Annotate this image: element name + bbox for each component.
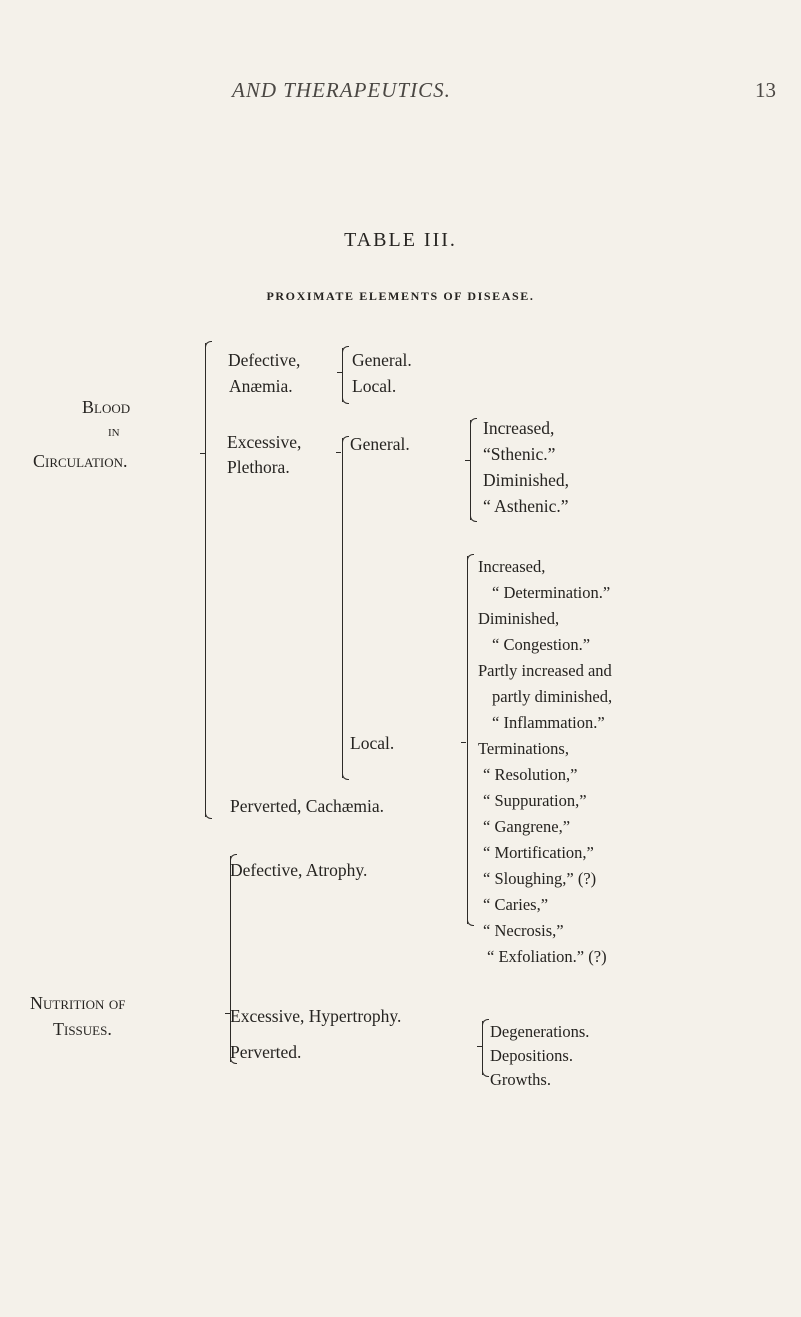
local-item: partly diminished,	[492, 687, 613, 706]
defective-brace-nub	[337, 372, 342, 373]
local-item: “ Resolution,”	[483, 765, 578, 784]
local-item: Increased,	[478, 557, 546, 576]
perverted-item-depositions: Depositions.	[490, 1046, 573, 1065]
local-item: “ Necrosis,”	[483, 921, 564, 940]
local-brace-nub	[461, 742, 466, 743]
local-item: “ Inflammation.”	[492, 713, 605, 732]
nutrition-of-label: Nutrition of	[30, 993, 126, 1013]
general-brace-nub	[465, 460, 470, 461]
perverted-label: Perverted.	[230, 1042, 302, 1062]
defective-local: Local.	[352, 376, 397, 396]
general-item-increased: Increased,	[483, 418, 555, 438]
local-item: Partly increased and	[478, 661, 612, 680]
general-brace	[470, 420, 471, 520]
blood-brace	[205, 343, 206, 817]
defective-brace	[342, 348, 343, 402]
in-label: in	[108, 424, 120, 440]
nutrition-brace	[230, 856, 231, 1062]
defective-label: Defective,	[228, 350, 301, 370]
table-title: TABLE III.	[344, 229, 457, 251]
circulation-label: Circulation.	[33, 451, 128, 471]
tissues-label: Tissues.	[53, 1019, 112, 1039]
excessive-hypertrophy: Excessive, Hypertrophy.	[230, 1006, 402, 1026]
perverted-item-growths: Growths.	[490, 1070, 551, 1089]
running-title: AND THERAPEUTICS.	[232, 78, 451, 102]
local-item: “ Caries,”	[483, 895, 549, 914]
perverted-item-degenerations: Degenerations.	[490, 1022, 590, 1041]
local-item: “ Gangrene,”	[483, 817, 571, 836]
excessive-brace	[342, 438, 343, 778]
excessive-general-label: General.	[350, 434, 410, 454]
local-item: “ Mortification,”	[483, 843, 594, 862]
defective-atrophy: Defective, Atrophy.	[230, 860, 368, 880]
local-item: “ Congestion.”	[492, 635, 591, 654]
plethora-label: Plethora.	[227, 457, 290, 477]
excessive-brace-nub	[336, 452, 341, 453]
blood-brace-nub	[200, 453, 205, 454]
perverted-cachaemia: Perverted, Cachæmia.	[230, 796, 385, 816]
local-item: Diminished,	[478, 609, 560, 628]
local-item: “ Determination.”	[492, 583, 611, 602]
local-item: Terminations,	[478, 739, 569, 758]
general-item-diminished: Diminished,	[483, 470, 570, 490]
general-item-asthenic: “ Asthenic.”	[483, 496, 569, 516]
page-number: 13	[755, 78, 776, 102]
anaemia-label: Anæmia.	[229, 376, 293, 396]
perverted-brace	[482, 1021, 483, 1075]
excessive-label: Excessive,	[227, 432, 302, 452]
perverted-brace-nub	[477, 1046, 482, 1047]
general-item-sthenic: “Sthenic.”	[483, 444, 556, 464]
local-item: “ Sloughing,” (?)	[483, 869, 597, 888]
defective-general: General.	[352, 350, 412, 370]
excessive-local-label: Local.	[350, 733, 395, 753]
local-item: “ Suppuration,”	[483, 791, 587, 810]
table-subtitle: PROXIMATE ELEMENTS OF DISEASE.	[266, 289, 535, 303]
local-brace	[467, 556, 468, 924]
blood-label: Blood	[82, 397, 131, 417]
local-item: “ Exfoliation.” (?)	[487, 947, 607, 966]
